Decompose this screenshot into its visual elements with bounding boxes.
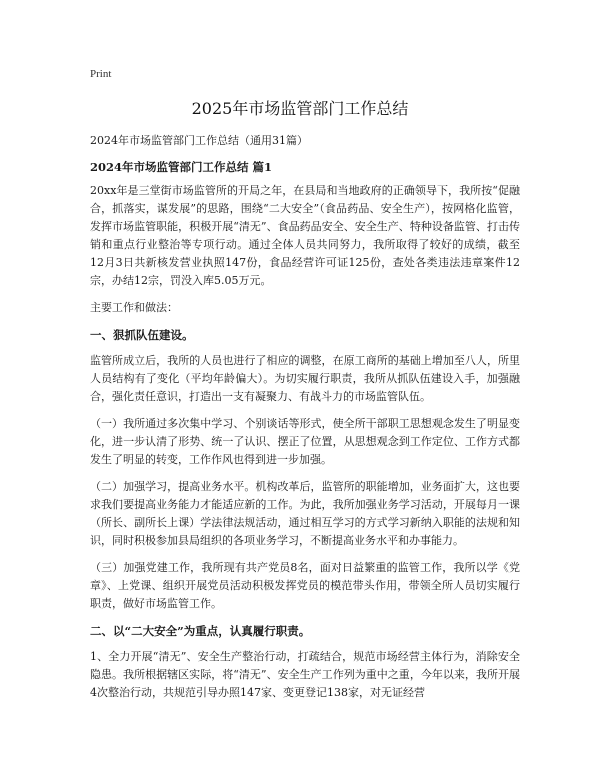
paragraph-main-work: 主要工作和做法： <box>90 301 178 314</box>
document-body <box>90 132 520 711</box>
heading-team-building: 一、狠抓队伍建设。 <box>90 328 194 342</box>
section-title: 2024年市场监管部门工作总结 篇1 <box>90 160 273 174</box>
paragraph-item-3: （三）加强党建工作，我所现有共产党员8名，面对日益繁重的监管工作，我所以学《党章》、上党课、组织开展党员活动积极发挥党员的模范带头作用，带领全所人员切实履行职责，做好市场监管工作。 <box>90 561 520 610</box>
paragraph-item-2: （二）加强学习，提高业务水平。机构改革后，监管所的职能增加，业务面扩大，这也要求我们要提高业务能力才能适应新的工作。为此，我所加强业务学习活动，开展每月一课（所长、副所长上课）学法律法规活动，通过相互学习的方式学习新纳入职能的法规和知识，同时积极参加县局组织的各项业务学习，不断提高业务水平和办事能力。 <box>90 480 520 547</box>
print-link[interactable]: Print <box>90 68 112 80</box>
paragraph-item-1: （一）我所通过多次集中学习、个别谈话等形式，使全所干部职工思想观念发生了明显变化，进一步认清了形势、统一了认识、摆正了位置，从思想观念到工作定位、工作方式都发生了明显的转变，工作作风也得到进一步加强。 <box>90 417 520 466</box>
paragraph-staffing: 监管所成立后，我所的人员也进行了相应的调整，在原工商所的基础上增加至八人，所里人员结构有了变化（平均年龄偏大）。为切实履行职责，我所从抓队伍建设入手，加强融合，强化责任意识，打造出一支有凝聚力、有战斗力的市场监管队伍。 <box>90 354 520 403</box>
page-title: 2025年市场监管部门工作总结 <box>191 99 409 118</box>
document-subtitle: 2024年市场监管部门工作总结（通用31篇） <box>90 134 308 147</box>
paragraph-safety-1: 1、全力开展“清无”、安全生产整治行动，打疏结合，规范市场经营主体行为，消除安全隐患。我所根据辖区实际，将“清无”、安全生产工作列为重中之重，今年以来，我所开展4次整治行动，共规范引导办照147家、变更登记138家，对无证经营 <box>90 650 520 699</box>
heading-safety-focus: 二、以“二大安全”为重点，认真履行职责。 <box>90 624 311 638</box>
paragraph-intro: 20xx年是三堂街市场监管所的开局之年，在县局和当地政府的正确领导下，我所按“促融合，抓落实，谋发展”的思路，围绕“二大安全”（食品药品、安全生产），按网格化监管，发挥市场监管职能，积极开展“清无”、食品药品安全、安全生产、特种设备监管、打击传销和重点行业整治等专项行动。通过全体人员共同努力，我所取得了较好的成绩，截至12月3日共新核发营业执照147份，食品经营许可证125份，查处各类违法违章案件12宗，办结12宗，罚没入库5.05万元。 <box>90 184 520 287</box>
